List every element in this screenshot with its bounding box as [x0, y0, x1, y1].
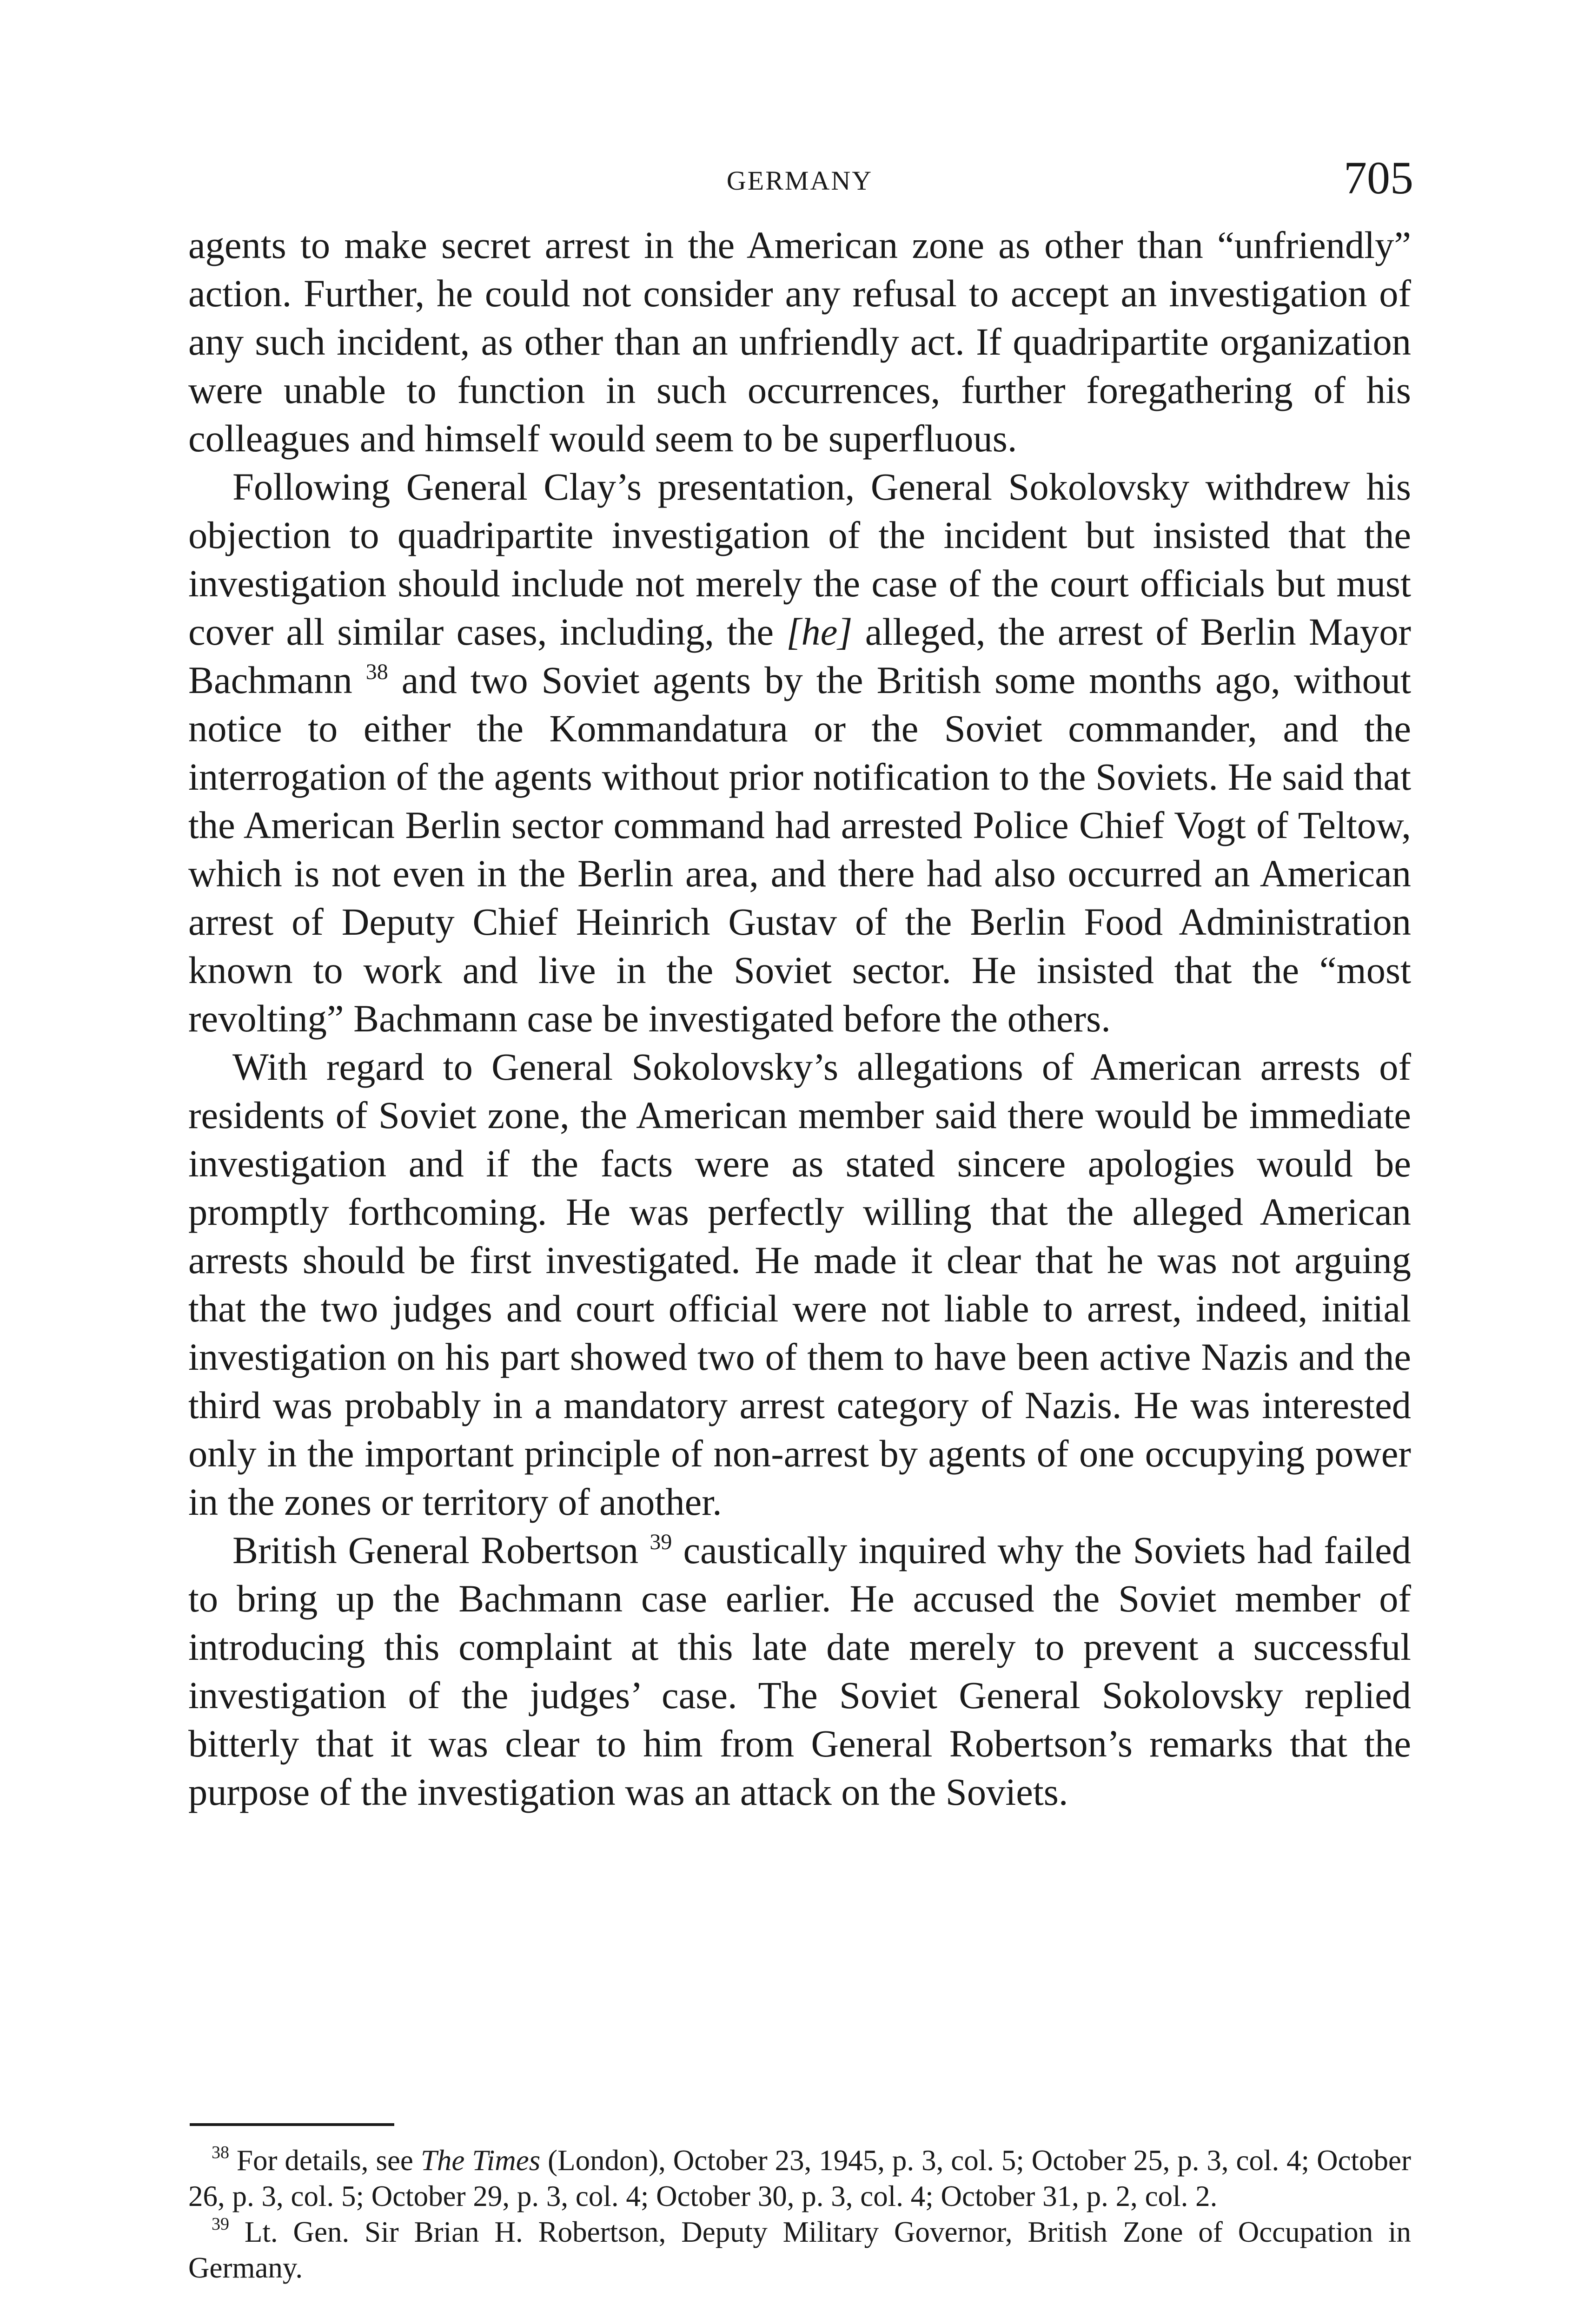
paragraph-1 [188, 221, 1411, 462]
paragraph-4-text: British General Robertson [232, 1529, 650, 1571]
body-text [188, 221, 1411, 1816]
publication-title: The Times [420, 2144, 541, 2177]
footnote-39-text: Lt. Gen. Sir Brian H. Robertson, Deputy Military Governor, British Zone of Occupation in Germany. [188, 2216, 1411, 2284]
footnote-38-text: For details, see [229, 2144, 421, 2177]
paragraph-2-text: alleged, the arrest of Berlin Mayor Bachmann [188, 610, 1411, 701]
footnote-marker-38: 38 [212, 2143, 229, 2162]
page-header [186, 151, 1413, 207]
paragraph-4 [188, 1526, 1411, 1816]
paragraph-2-text: and two Soviet agents by the British some months ago, without notice to either the Kommandatura or the Soviet commander, and the interrogation of the agents without prior notification to the Soviets. He said that the American Berlin sector command had arrested Police Chief Vogt of Teltow, which is not even in the Berlin area, and there had also occurred an American arrest of Deputy Chief Heinrich Gustav of the Berlin Food Administration known to work and live in the Soviet sector. He insisted that the “most revolting” Bachmann case be investigated before the others. [188, 659, 1411, 1040]
footnotes [188, 2143, 1411, 2286]
footnote-38 [188, 2143, 1411, 2214]
footnote-39 [188, 2214, 1411, 2286]
paragraph-1-text: agents to make secret arrest in the American zone as other than “unfriendly” action. Further, he could not consider any refusal to accept an investigation of any such incident, as other than an unfriendly act. If quadripartite organization were unable to function in such occurrences, further foregathering of his colleagues and himself would seem to be superfluous. [188, 224, 1411, 460]
paragraph-3-text: With regard to General Sokolovsky’s allegations of American arrests of residents of Soviet zone, the American member said there would be immediate investigation and if the facts were as stated sincere apologies would be promptly forthcoming. He was perfectly willing that the alleged American arrests should be first investigated. He made it clear that he was not arguing that the two judges and court official were not liable to arrest, indeed, initial investigation on his part showed two of them to have been active Nazis and the third was probably in a mandatory arrest category of Nazis. He was interested only in the important principle of non-arrest by agents of one occupying power in the zones or territory of another. [188, 1045, 1411, 1523]
footnote-divider [190, 2123, 394, 2126]
footnote-ref-39[interactable]: 39 [650, 1530, 672, 1554]
page-number: 705 [1344, 152, 1413, 204]
editorial-insertion: [he] [786, 610, 853, 653]
paragraph-3 [188, 1043, 1411, 1526]
paragraph-4-text: caustically inquired why the Soviets had failed to bring up the Bachmann case earlier. He accused the Soviet member of introducing this complaint at this late date merely to prevent a successful investigation of the judges’ case. The Soviet General Sokolovsky replied bitterly that it was clear to him from General Robertson’s remarks that the purpose of the investigation was an attack on the Soviets. [188, 1529, 1411, 1813]
footnote-marker-39: 39 [212, 2214, 229, 2234]
footnote-38-text: (London), October 23, 1945, p. 3, col. 5; October 25, p. 3, col. 4; October 26, p. 3, col. 5; October 29, p. 3, col. 4; October 30, p. 3, col. 4; October 31, p. 2, col. 2. [188, 2144, 1411, 2212]
running-head: GERMANY [726, 165, 873, 196]
paragraph-2 [188, 462, 1411, 1043]
footnote-ref-38[interactable]: 38 [365, 660, 388, 684]
paragraph-2-text: Following General Clay’s presentation, General Sokolovsky withdrew his objection to quadripartite investigation of the incident but insisted that the investigation should include not merely the case of the court officials but must cover all similar cases, including, the [188, 465, 1411, 653]
